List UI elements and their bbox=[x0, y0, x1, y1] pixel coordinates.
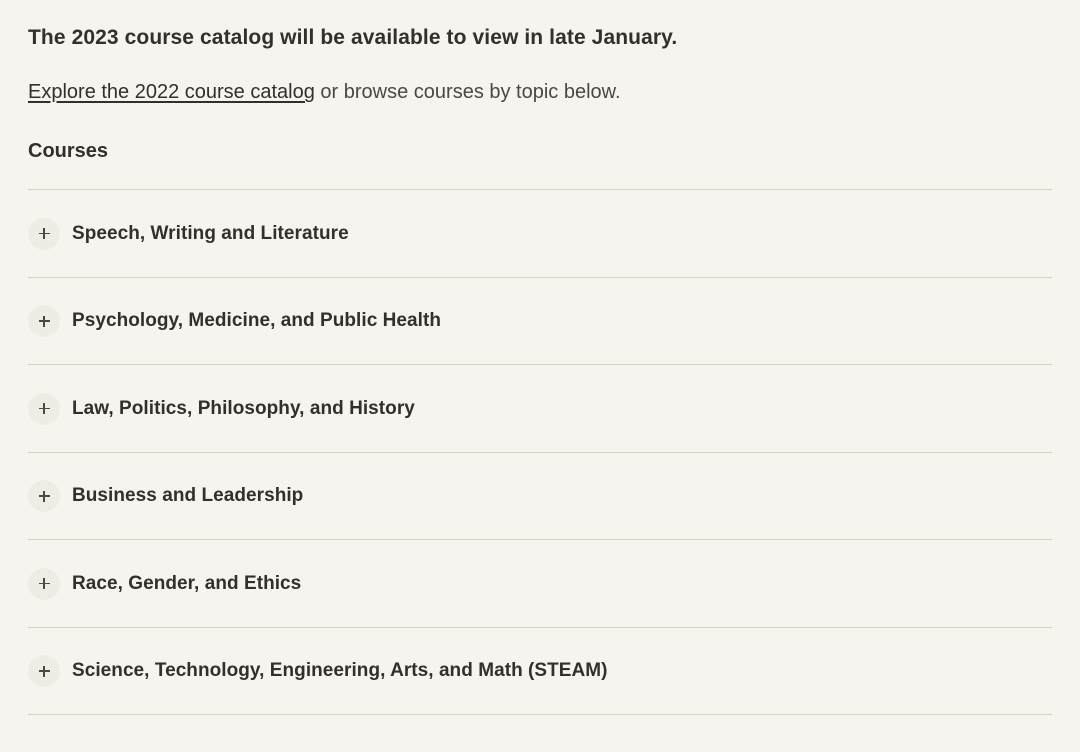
accordion-item-psychology-medicine-public-health[interactable] bbox=[28, 278, 1052, 366]
accordion-item-label: Speech, Writing and Literature bbox=[72, 222, 349, 244]
accordion-item-race-gender-ethics[interactable] bbox=[28, 540, 1052, 628]
plus-icon[interactable] bbox=[28, 480, 60, 512]
plus-icon[interactable] bbox=[28, 218, 60, 250]
catalog-intro-line bbox=[28, 52, 1052, 106]
plus-icon[interactable] bbox=[28, 655, 60, 687]
accordion-item-business-leadership[interactable] bbox=[28, 453, 1052, 541]
plus-icon[interactable] bbox=[28, 305, 60, 337]
catalog-availability-heading: The 2023 course catalog will be available to view in late January. bbox=[28, 26, 678, 49]
accordion-item-science-technology-engineering-arts-math[interactable] bbox=[28, 628, 1052, 716]
accordion-item-label: Science, Technology, Engineering, Arts, and Math (STEAM) bbox=[72, 660, 608, 682]
accordion-item-label: Race, Gender, and Ethics bbox=[72, 572, 302, 594]
explore-2022-catalog-link[interactable]: Explore the 2022 course catalog bbox=[28, 81, 315, 104]
plus-icon[interactable] bbox=[28, 393, 60, 425]
plus-icon[interactable] bbox=[28, 568, 60, 600]
accordion-item-label: Law, Politics, Philosophy, and History bbox=[72, 397, 415, 419]
browse-by-topic-text: or browse courses by topic below. bbox=[314, 81, 621, 104]
accordion-item-law-politics-philosophy-history[interactable] bbox=[28, 365, 1052, 453]
courses-section-title: Courses bbox=[28, 140, 109, 163]
accordion-item-speech-writing-literature[interactable] bbox=[28, 190, 1052, 278]
accordion-item-label: Psychology, Medicine, and Public Health bbox=[72, 310, 442, 332]
courses-accordion bbox=[28, 189, 1052, 715]
accordion-item-label: Business and Leadership bbox=[72, 485, 304, 507]
